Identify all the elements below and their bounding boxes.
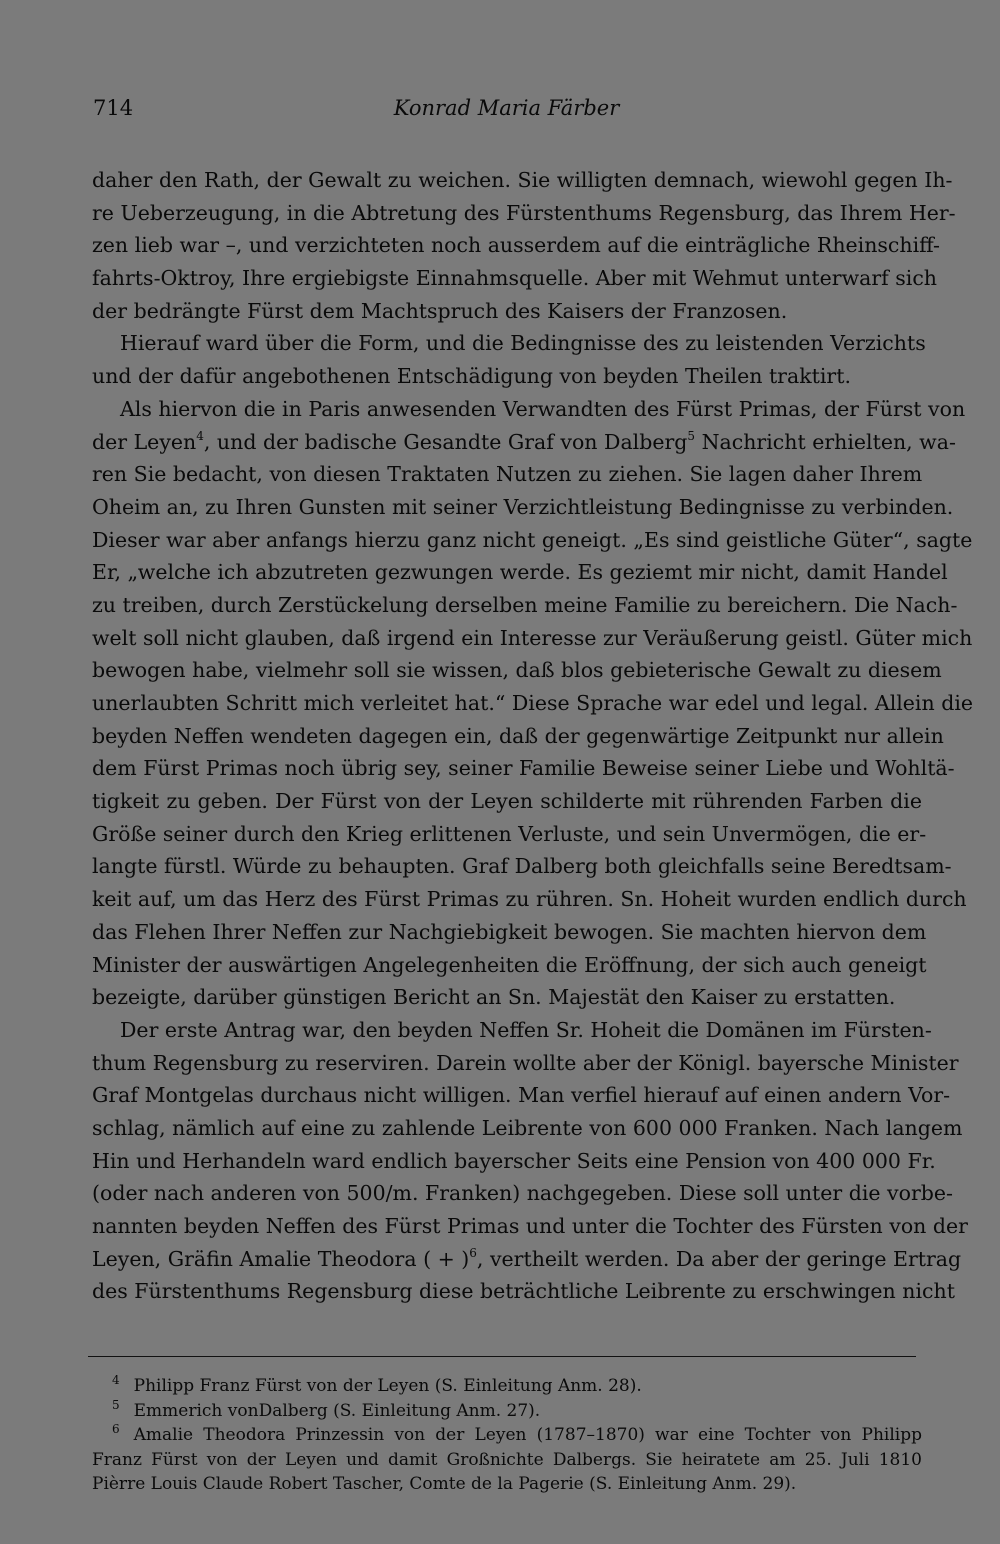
text-line: daher den Rath, der Gewalt zu weichen. Sie willigten demnach, wiewohl gegen Ih- [92, 168, 953, 192]
text-segment: Leyen, Gräfin Amalie Theodora ( + ) [92, 1246, 470, 1271]
text-line: bewogen habe, vielmehr soll sie wissen, daß blos gebieterische Gewalt zu diesem [92, 658, 942, 683]
text-line: beyden Neffen wendeten dagegen ein, daß der gegenwärtige Zeitpunkt nur allein [92, 723, 944, 748]
footnote-6 [92, 1423, 922, 1448]
footnote-mark: 5 [112, 1397, 120, 1412]
text-line: welt soll nicht glauben, daß irgend ein Interesse zur Veräußerung geistl. Güter mich [92, 625, 973, 650]
text-line: und der dafür angebothenen Entschädigung von beyden Theilen traktirt. [92, 364, 851, 389]
text-line: re Ueberzeugung, in die Abtretung des Fürstenthums Regensburg, das Ihrem Her- [92, 200, 956, 225]
text-segment: , und der badische Gesandte Graf von Dalberg [203, 429, 688, 454]
text-line: schlag, nämlich auf eine zu zahlende Leibrente von 600 000 Franken. Nach langem [92, 1115, 963, 1140]
running-title: Konrad Maria Färber [393, 96, 620, 120]
footnote-text: Emmerich vonDalberg (S. Einleitung Anm. 27). [133, 1400, 541, 1421]
text-line: bezeigte, darüber günstigen Bericht an Sn. Majestät den Kaiser zu erstatten. [92, 985, 896, 1010]
text-line: Graf Montgelas durchaus nicht willigen. Man verfiel hierauf auf einen andern Vor- [92, 1083, 951, 1108]
text-line: fahrts-Oktroy, Ihre ergiebigste Einnahmsquelle. Aber mit Wehmut unterwarf sich [92, 266, 938, 291]
footnotes [92, 1374, 922, 1497]
footnote-mark: 6 [112, 1422, 120, 1436]
text-line: Der erste Antrag war, den beyden Neffen Sr. Hoheit die Domänen im Fürsten- [120, 1017, 932, 1042]
text-line: (oder nach anderen von 500/m. Franken) nachgegeben. Diese soll unter die vorbe- [92, 1181, 953, 1206]
text-line-with-footnote-ref [92, 1243, 962, 1276]
text-segment: Nachricht erhielten, wa- [695, 429, 956, 454]
footnote-ref-6: 6 [469, 1245, 477, 1260]
footnote-5 [92, 1399, 922, 1424]
text-line: dem Fürst Primas noch übrig sey, seiner Familie Beweise seiner Liebe und Wohltä- [92, 756, 955, 781]
text-line: des Fürstenthums Regensburg diese beträchtliche Leibrente zu erschwingen nicht [92, 1279, 955, 1304]
text-segment: der Leyen [92, 429, 197, 454]
footnote-ref-4: 4 [196, 428, 204, 443]
footnote-ref-5: 5 [687, 428, 696, 443]
text-segment: , vertheilt werden. Da aber der geringe Ertrag [476, 1246, 962, 1271]
text-line: Dieser war aber anfangs hierzu ganz nicht geneigt. „Es sind geistliche Güter“, sagte [92, 527, 973, 552]
text-line: ren Sie bedacht, von diesen Traktaten Nutzen zu ziehen. Sie lagen daher Ihrem [92, 462, 923, 487]
text-line: Oheim an, zu Ihren Gunsten mit seiner Verzichtleistung Bedingnisse zu verbinden. [92, 494, 954, 519]
text-line: Größe seiner durch den Krieg erlittenen Verluste, und sein Unvermögen, die er- [92, 821, 927, 846]
body-text [92, 164, 974, 1308]
footnote-6-continued: Pièrre Louis Claude Robert Tascher, Comte de la Pagerie (S. Einleitung Anm. 29). [92, 1474, 797, 1494]
text-line-with-footnote-refs [92, 426, 956, 459]
page-number: 714 [93, 96, 134, 120]
footnote-text: Amalie Theodora Prinzessin von der Leyen (1787–1870) war eine Tochter von Philipp [133, 1425, 922, 1445]
text-line: der bedrängte Fürst dem Machtspruch des Kaisers der Franzosen. [92, 298, 788, 323]
text-line: langte fürstl. Würde zu behaupten. Graf Dalberg both gleichfalls seine Beredtsam- [92, 854, 952, 879]
footnote-text: Philipp Franz Fürst von der Leyen (S. Einleitung Anm. 28). [133, 1376, 642, 1396]
text-line: unerlaubten Schritt mich verleitet hat.“ Diese Sprache war edel und legal. Allein die [92, 691, 974, 715]
text-line: tigkeit zu geben. Der Fürst von der Leyen schilderte mit rührenden Farben die [92, 789, 922, 814]
text-line: Er, „welche ich abzutreten gezwungen werde. Es geziemt mir nicht, damit Handel [92, 560, 948, 585]
text-line: zen lieb war –, und verzichteten noch ausserdem auf die einträgliche Rheinschiff- [92, 233, 940, 258]
footnote-mark: 4 [112, 1373, 120, 1387]
text-line: Minister der auswärtigen Angelegenheiten die Eröffnung, der sich auch geneigt [92, 952, 927, 977]
page-header [93, 96, 920, 132]
footnote-6-continued: Franz Fürst von der Leyen und damit Großnichte Dalbergs. Sie heiratete am 25. Juli 1810 [92, 1449, 922, 1470]
text-line: thum Regensburg zu reserviren. Darein wollte aber der Königl. bayersche Minister [92, 1050, 959, 1075]
text-line: Als hiervon die in Paris anwesenden Verwandten des Fürst Primas, der Fürst von [120, 396, 966, 421]
footnote-separator [88, 1356, 916, 1357]
text-line: das Flehen Ihrer Neffen zur Nachgiebigkeit bewogen. Sie machten hiervon dem [92, 919, 927, 944]
text-line: Hin und Herhandeln ward endlich bayerscher Seits eine Pension von 400 000 Fr. [92, 1148, 936, 1173]
text-line: nannten beyden Neffen des Fürst Primas und unter die Tochter des Fürsten von der [92, 1214, 968, 1238]
text-line: keit auf, um das Herz des Fürst Primas zu rühren. Sn. Hoheit wurden endlich durch [92, 887, 967, 912]
text-line: zu treiben, durch Zerstückelung derselben meine Familie zu bereichern. Die Nach- [92, 592, 958, 617]
footnote-4 [92, 1374, 922, 1399]
text-line: Hierauf ward über die Form, und die Bedingnisse des zu leistenden Verzichts [120, 331, 926, 356]
